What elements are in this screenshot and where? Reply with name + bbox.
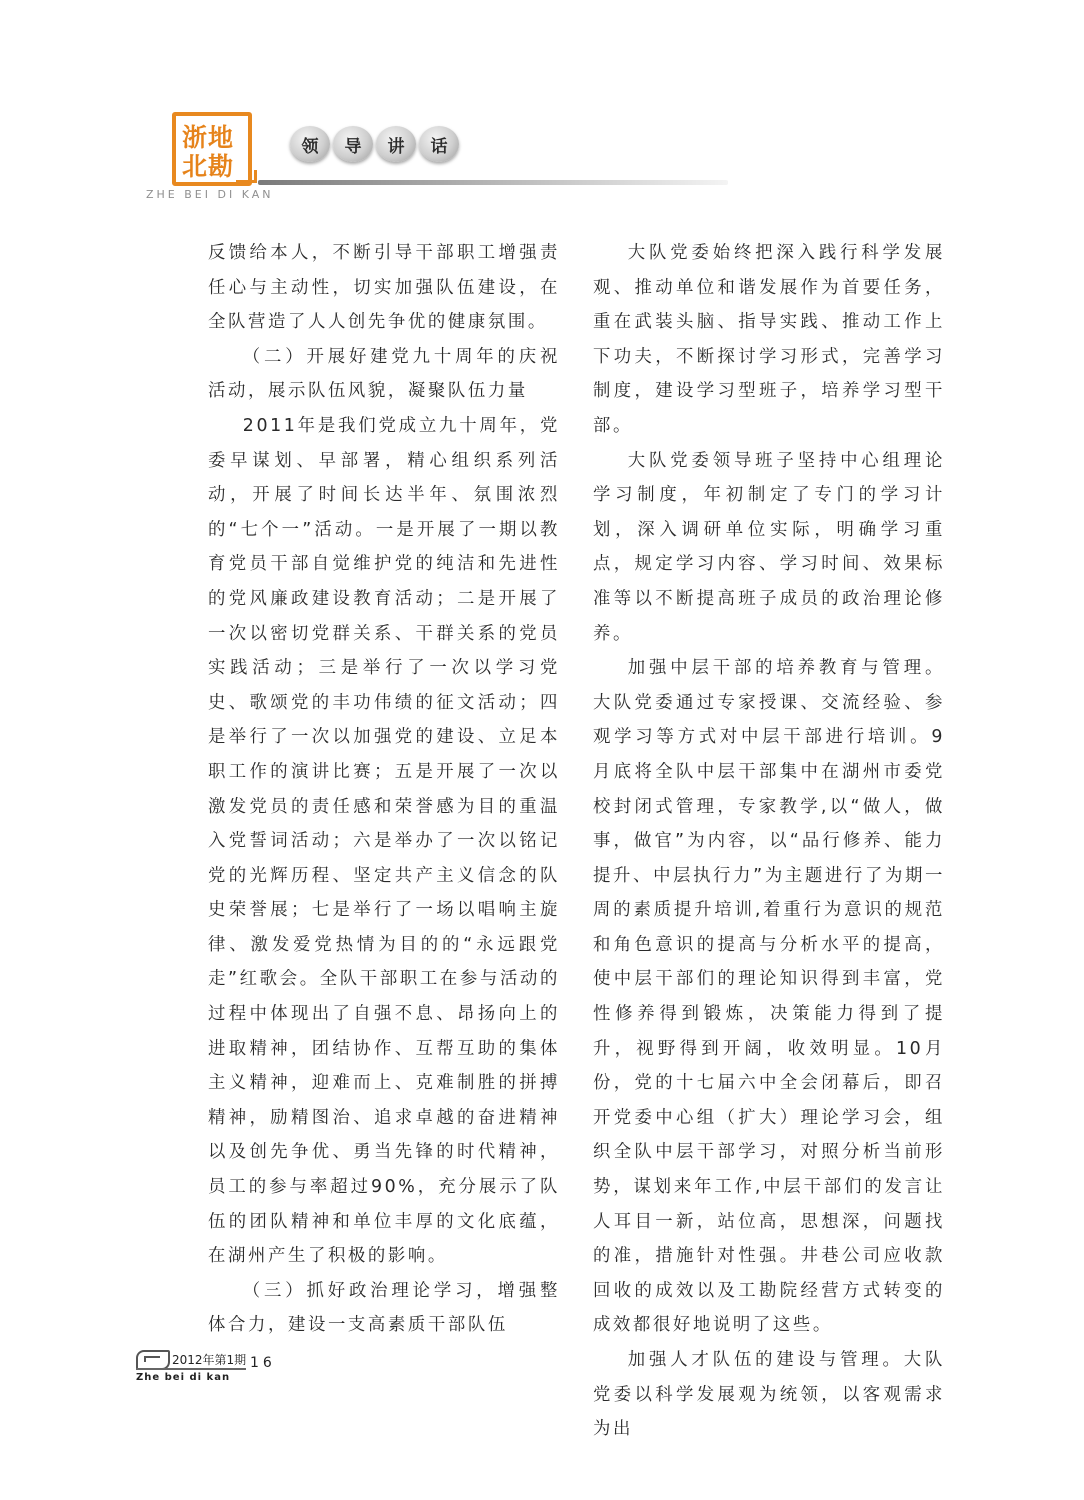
section-title-char: 话	[419, 126, 459, 162]
paragraph: 加强中层干部的培养教育与管理。大队党委通过专家授课、交流经验、参观学习等方式对中层干部进行培训。9月底将全队中层干部集中在湖州市委党校封闭式管理，专家教学,以“做人，做事，做官”为内容，以“品行修养、能力提升、中层执行力”为主题进行了为期一周的素质提升培训,着重行为意识的规范和角色意识的提高与分析水平的提高，使中层干部们的理论知识得到丰富，党性修养得到锻炼，决策能力得到了提升，视野得到开阔，收效明显。10月份，党的十七届六中全会闭幕后，即召开党委中心组（扩大）理论学习会，组织全队中层干部学习，对照分析当前形势，谋划来年工作,中层干部们的发言让人耳目一新，站位高，思想深，问题找的准，措施针对性强。井巷公司应收款回收的成效以及工勘院经营方式转变的成效都很好地说明了这些。	[593, 658, 945, 1336]
subheading: （三）抓好政治理论学习，增强整体合力，建设一支高素质干部队伍	[208, 1280, 560, 1336]
left-column	[208, 236, 560, 1343]
paragraph: 大队党委始终把深入践行科学发展观、推动单位和谐发展作为首要任务，重在武装头脑、指导实践、推动工作上下功夫，不断探讨学习形式，完善学习制度，建设学习型班子，培养学习型干部。	[593, 243, 945, 436]
paragraph: 反馈给本人，不断引导干部职工增强责任心与主动性，切实加强队伍建设，在全队营造了人人创先争优的健康氛围。	[208, 243, 560, 333]
footer-divider	[136, 1368, 246, 1370]
footer-logo-icon	[136, 1350, 170, 1370]
footer-subtitle: Zhe bei di kan	[136, 1372, 231, 1383]
right-column	[593, 236, 945, 1447]
section-title-char: 领	[290, 126, 330, 162]
paragraph: 2011年是我们党成立九十周年，党委早谋划、早部署，精心组织系列活动，开展了时间长达半年、氛围浓烈的“七个一”活动。一是开展了一期以教育党员干部自觉维护党的纯洁和先进性的党风廉政建设教育活动；二是开展了一次以密切党群关系、干群关系的党员实践活动；三是举行了一次以学习党史、歌颂党的丰功伟绩的征文活动；四是举行了一次以加强党的建设、立足本职工作的演讲比赛；五是开展了一次以激发党员的责任感和荣誉感为目的重温入党誓词活动；六是举办了一次以铭记党的光辉历程、坚定共产主义信念的队史荣誉展；七是举行了一场以唱响主旋律、激发爱党热情为目的的“永远跟党走”红歌会。全队干部职工在参与活动的过程中体现出了自强不息、昂扬向上的进取精神，团结协作、互帮互助的集体主义精神，迎难而上、克难制胜的拼搏精神，励精图治、追求卓越的奋进精神以及创先争优、勇当先锋的时代精神，员工的参与率超过90%，充分展示了队伍的团队精神和单位丰厚的文化底蕴，在湖州产生了积极的影响。	[208, 415, 560, 1267]
paragraph: 加强人才队伍的建设与管理。大队党委以科学发展观为统领，以客观需求为出	[593, 1350, 945, 1440]
logo-subtitle: ZHE BEI DI KAN	[146, 188, 274, 201]
page-number: 16	[250, 1355, 276, 1371]
paragraph: 大队党委领导班子坚持中心组理论学习制度，年初制定了专门的学习计划，深入调研单位实际，明确学习重点，规定学习内容、学习时间、效果标准等以不断提高班子成员的政治理论修养。	[593, 450, 945, 644]
subheading: （二）开展好建党九十周年的庆祝活动，展示队伍风貌，凝聚队伍力量	[208, 346, 560, 402]
footer-issue: 2012年第1期	[172, 1353, 247, 1367]
section-title	[290, 126, 459, 162]
section-title-char: 讲	[376, 126, 416, 162]
header-divider	[258, 180, 728, 185]
logo-text-line1: 浙地	[182, 123, 235, 152]
section-title-char: 导	[333, 126, 373, 162]
logo-text-line2: 北勘	[182, 152, 235, 181]
logo-corner-decoration	[236, 170, 257, 183]
